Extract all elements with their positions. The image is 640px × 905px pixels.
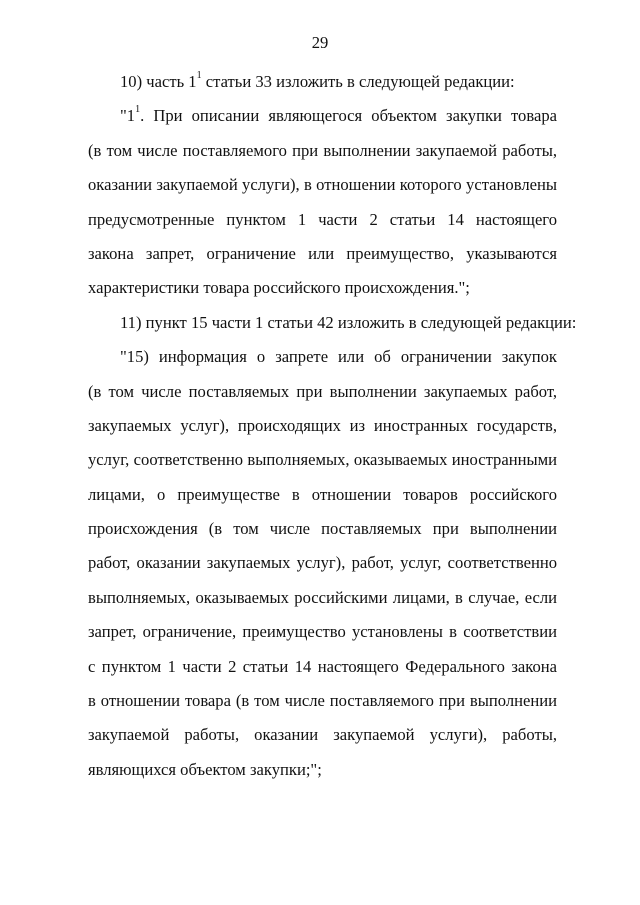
superscript: 1 [135,104,141,116]
text-line: происхождения (в том числе поставляемых при выполнении [88,519,557,539]
text-line: с пунктом 1 части 2 статьи 14 настоящего Федерального закона [88,656,557,676]
text-line: услуг, соответственно выполняемых, оказываемых иностранными [88,450,557,470]
text-line: предусмотренные пунктом 1 части 2 статьи 14 настоящего [88,209,557,229]
text-line: (в том числе поставляемого при выполнении закупаемой работы, [88,140,557,160]
item-11-intro: 11) пункт 15 части 1 статьи 42 изложить в следующей редакции: [120,312,577,332]
text-line: лицами, о преимуществе в отношении товаров российского [88,484,557,504]
text-line: закупаемых услуг), происходящих из иностранных государств, [88,415,557,435]
text-line: выполняемых, оказываемых российскими лицами, в случае, если [88,587,557,607]
text: "1 [120,106,136,126]
superscript: 1 [196,70,202,81]
text-line: в отношении товара (в том числе поставляемого при выполнении [88,691,557,711]
text-line: характеристики товара российского происхождения."; [88,278,470,298]
item-10-intro [88,65,557,99]
text-line: "15) информация о запрете или об ограничении закупок [120,347,557,367]
text: . При описании являющегося объектом закупки товара [140,106,557,126]
text-line: работ, оказании закупаемых услуг), работ, услуг, соответственно [88,553,557,573]
text-line: являющихся объектом закупки;"; [88,759,322,779]
item-10-quote-line [88,99,557,133]
text-line: (в том числе поставляемых при выполнении закупаемых работ, [88,381,557,401]
text-line: оказании закупаемой услуги), в отношении которого установлены [88,175,557,195]
text: 10) часть 1 [120,72,197,91]
document-body [88,65,577,787]
page-number: 29 [311,33,329,52]
text-line: закупаемой работы, оказании закупаемой услуги), работы, [88,725,557,745]
text: статьи 33 изложить в следующей редакции: [201,72,515,91]
text-line: запрет, ограничение, преимущество установлены в соответствии [88,622,557,642]
text-line: закона запрет, ограничение или преимущество, указываются [88,243,557,263]
